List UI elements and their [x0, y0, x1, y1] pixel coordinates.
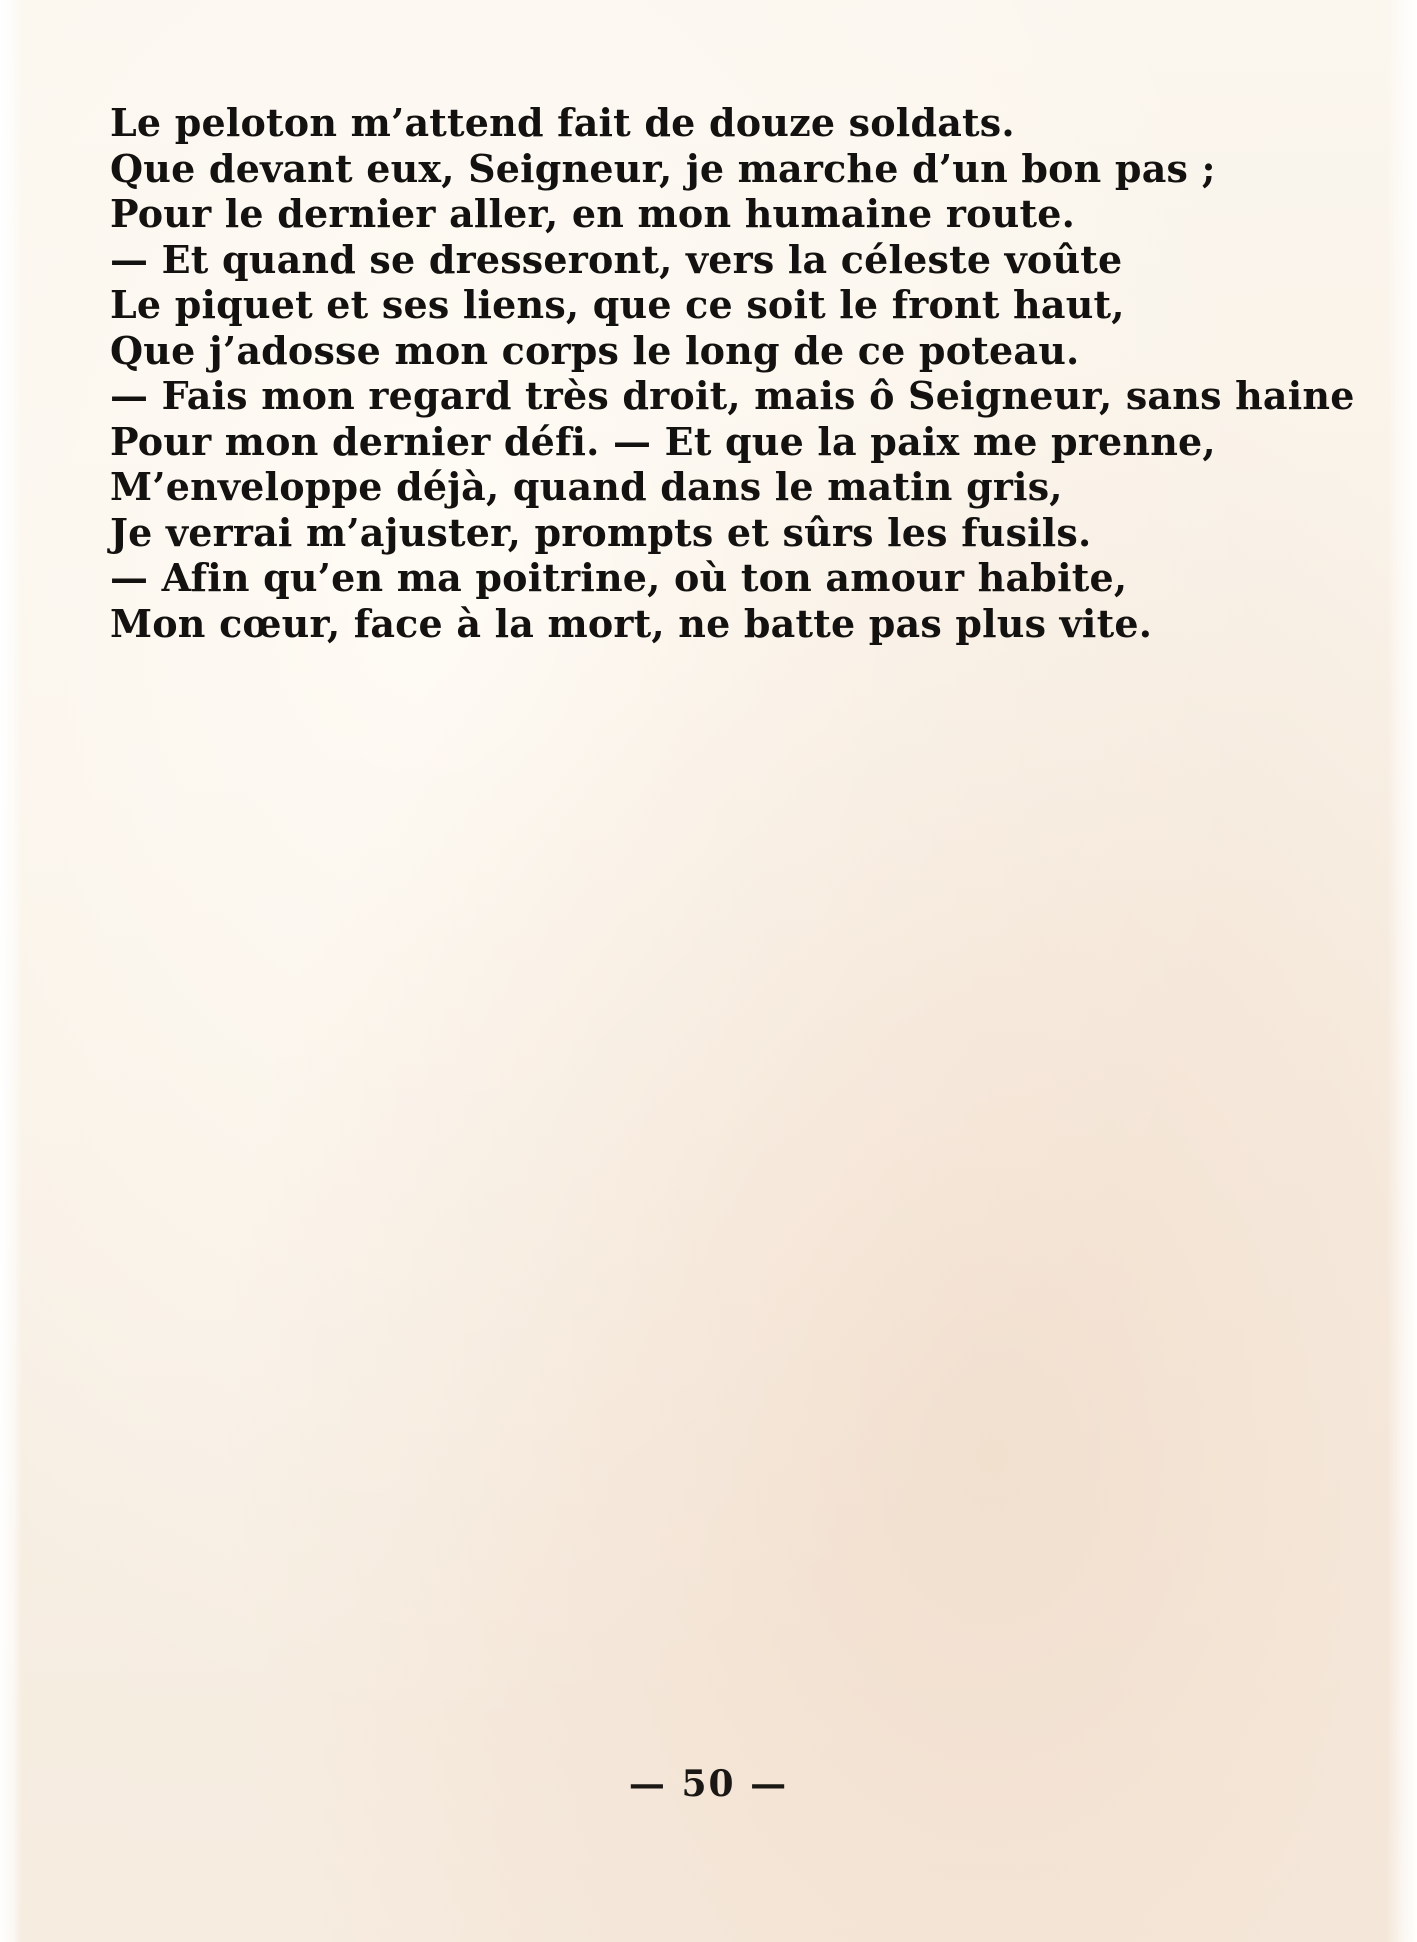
page-left-edge: [0, 0, 22, 1942]
poem-line: — Et quand se dresseront, vers la céleste voûte: [110, 236, 1123, 282]
poem-line: Que j’adosse mon corps le long de ce poteau.: [110, 327, 1080, 373]
poem-line: Le piquet et ses liens, que ce soit le front haut,: [110, 282, 1125, 327]
poem-line: Pour mon dernier défi. — Et que la paix me prenne,: [110, 418, 1216, 464]
poem-line: Le peloton m’attend fait de douze soldats.: [110, 100, 1015, 145]
page-number: — 50 —: [628, 1763, 789, 1805]
poem-text: [110, 100, 1355, 646]
page-right-edge: [1387, 0, 1417, 1942]
poem-line: — Fais mon regard très droit, mais ô Seigneur, sans haine: [110, 373, 1355, 418]
poem-line: Que devant eux, Seigneur, je marche d’un bon pas ;: [110, 145, 1216, 191]
poem-line: — Afin qu’en ma poitrine, où ton amour habite,: [110, 555, 1128, 600]
poem-line: Pour le dernier aller, en mon humaine route.: [110, 191, 1076, 236]
poem-line: M’enveloppe déjà, quand dans le matin gris,: [110, 464, 1063, 509]
poem-line: Mon cœur, face à la mort, ne batte pas plus vite.: [110, 600, 1153, 646]
poem-line: Je verrai m’ajuster, prompts et sûrs les fusils.: [110, 509, 1092, 555]
